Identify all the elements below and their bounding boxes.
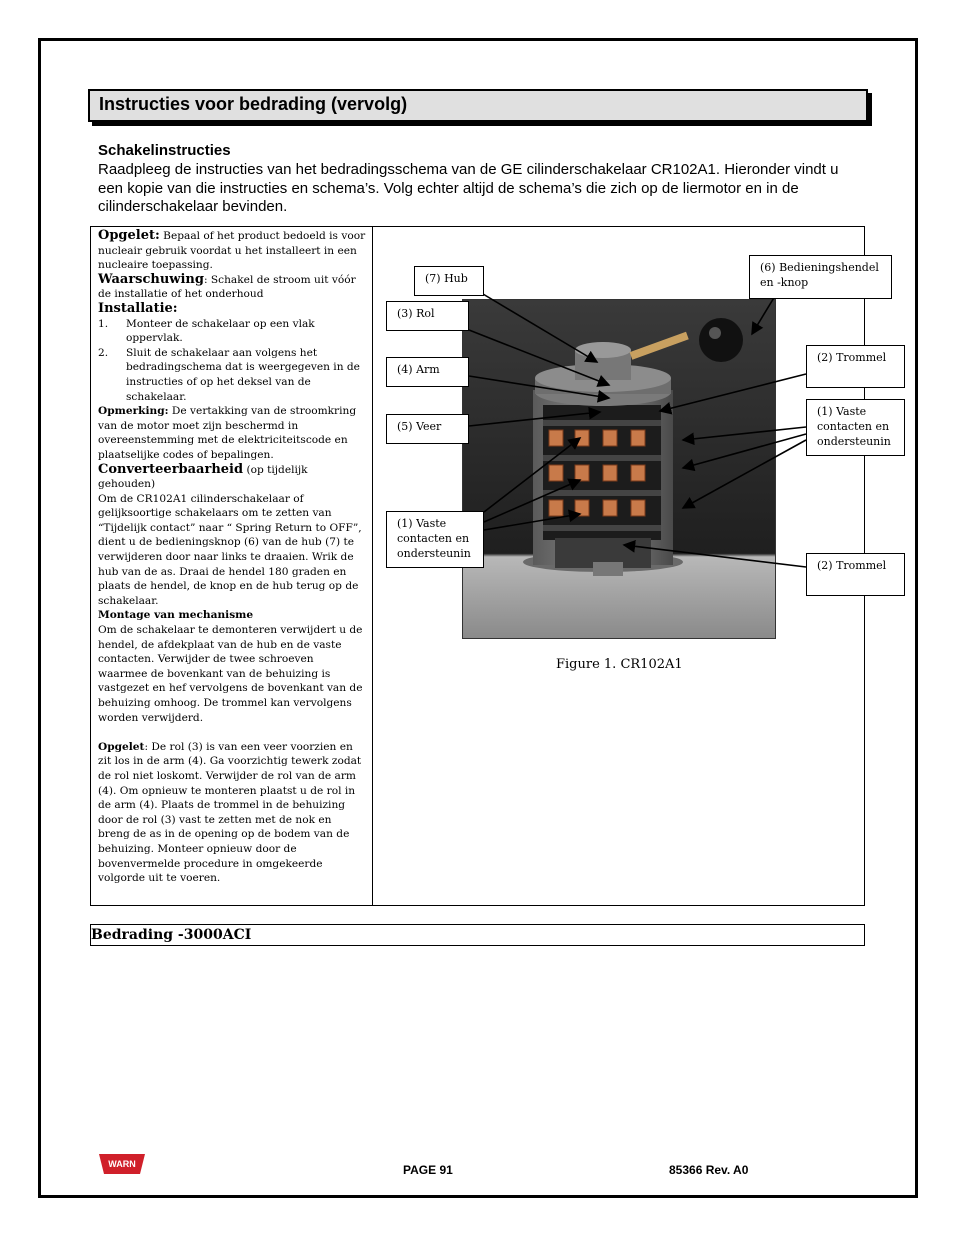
table-column-divider: [372, 226, 373, 905]
label-hub: (7) Hub: [414, 266, 484, 296]
list-number: 2.: [98, 346, 109, 359]
installation-heading: Installatie:: [98, 300, 178, 316]
list-item: [98, 317, 366, 346]
svg-text:WARN: WARN: [108, 1159, 136, 1169]
label-arm: (4) Arm: [386, 357, 469, 387]
label-contacts-left: (1) Vaste contacten en ondersteunin: [386, 511, 484, 568]
document-revision: 85366 Rev. A0: [669, 1163, 749, 1177]
label-handle-knob: (6) Bedieningshendel en -knop: [749, 255, 892, 299]
subheading: Schakelinstructies: [98, 142, 231, 159]
list-text: Monteer de schakelaar op een vlak oppervlak.: [126, 317, 315, 345]
section-title-bar: [88, 89, 868, 122]
caution2-text: : De rol (3) is van een veer voorzien en zit los in de arm (4). Ga voorzichtig tewerk zodat de rol niet loskomt. Verwijder de rol van de arm (4). Om opnieuw te monteren plaatst u de rol in de arm (4). Plaats de trommel in de behuizing door de rol (3) vast te zetten met de nok en breng de as in de opening op de bodem van de behuizing. Monteer opnieuw door de bovenvermelde procedure in omgekeerde volgorde uit te voeren.: [98, 740, 362, 885]
remark-label: Opmerking:: [98, 405, 169, 418]
list-text: Sluit de schakelaar aan volgens het bedradingschema dat is weergegeven in de instructies of op het deksel van de schakelaar.: [126, 346, 360, 403]
section-title: Instructies voor bedrading (vervolg): [99, 94, 408, 114]
instructions-column: [98, 229, 366, 886]
label-drum-top: (2) Trommel: [806, 345, 905, 388]
drum-switch-photo: [462, 299, 776, 639]
wiring-section-bar: [90, 924, 865, 946]
intro-paragraph: Raadpleeg de instructies van het bedradingsschema van de GE cilinderschakelaar CR102A1. Hieronder vindt u een kopie van die instructies en schema’s. Volg echter altijd de schema’s die zich op de liermotor en in de cilinderschakelaar bevinden.: [98, 161, 839, 215]
warn-logo: [98, 1152, 146, 1176]
convertibility-note: (op tijdelijk gehouden): [98, 463, 308, 491]
drum-switch-illustration: [463, 300, 775, 638]
label-contacts-right: (1) Vaste contacten en ondersteunin: [806, 399, 905, 456]
label-rol: (3) Rol: [386, 301, 469, 331]
label-drum-bottom: (2) Trommel: [806, 553, 905, 596]
label-veer: (5) Veer: [386, 414, 469, 444]
warning-label: Waarschuwing: [98, 271, 204, 287]
figure-caption: Figure 1. CR102A1: [556, 657, 683, 672]
list-number: 1.: [98, 317, 109, 330]
wiring-title: Bedrading -3000ACI: [91, 927, 252, 943]
caution-label: Opgelet:: [98, 228, 160, 243]
convertibility-text: Om de CR102A1 cilinderschakelaar of gelijksoortige schakelaars om te zetten van “Tijdelijk contact” naar “ Spring Return to OFF”, dient u de bedieningsknop (6) van de hub (7) te verwijderen door naar links te draaien. Wrik de hub van de as. Draai de hendel 180 graden en plaats de hendel, de knop en de hub terug op de schakelaar.: [98, 492, 362, 607]
caution-text: Bepaal of het product bedoeld is voor nucleair gebruik voordat u het installeert in een nucleaire toepassing.: [98, 230, 366, 272]
caution2-label: Opgelet: [98, 740, 145, 753]
convertibility-heading: Converteerbaarheid: [98, 461, 244, 477]
mechanism-text: Om de schakelaar te demonteren verwijdert u de hendel, de afdekplaat van de hub en de vaste contacten. Verwijder de twee schroeven waarmee de bovenkant van de behuizing is vastgezet en hef vervolgens de bovenkant van de behuizing omhoog. De trommel kan vervolgens worden verwijderd.: [98, 624, 363, 724]
page-number: PAGE 91: [403, 1163, 453, 1177]
remark-text: De vertakking van de stroomkring van de motor moet zijn beschermd in overeenstemming met de elektriciteitscode en plaatselijke codes of bepalingen.: [98, 405, 357, 461]
warning-text: : Schakel de stroom uit vóór de installatie of het onderhoud: [98, 273, 356, 301]
list-item: [98, 346, 366, 404]
mechanism-heading: Montage van mechanisme: [98, 609, 254, 622]
